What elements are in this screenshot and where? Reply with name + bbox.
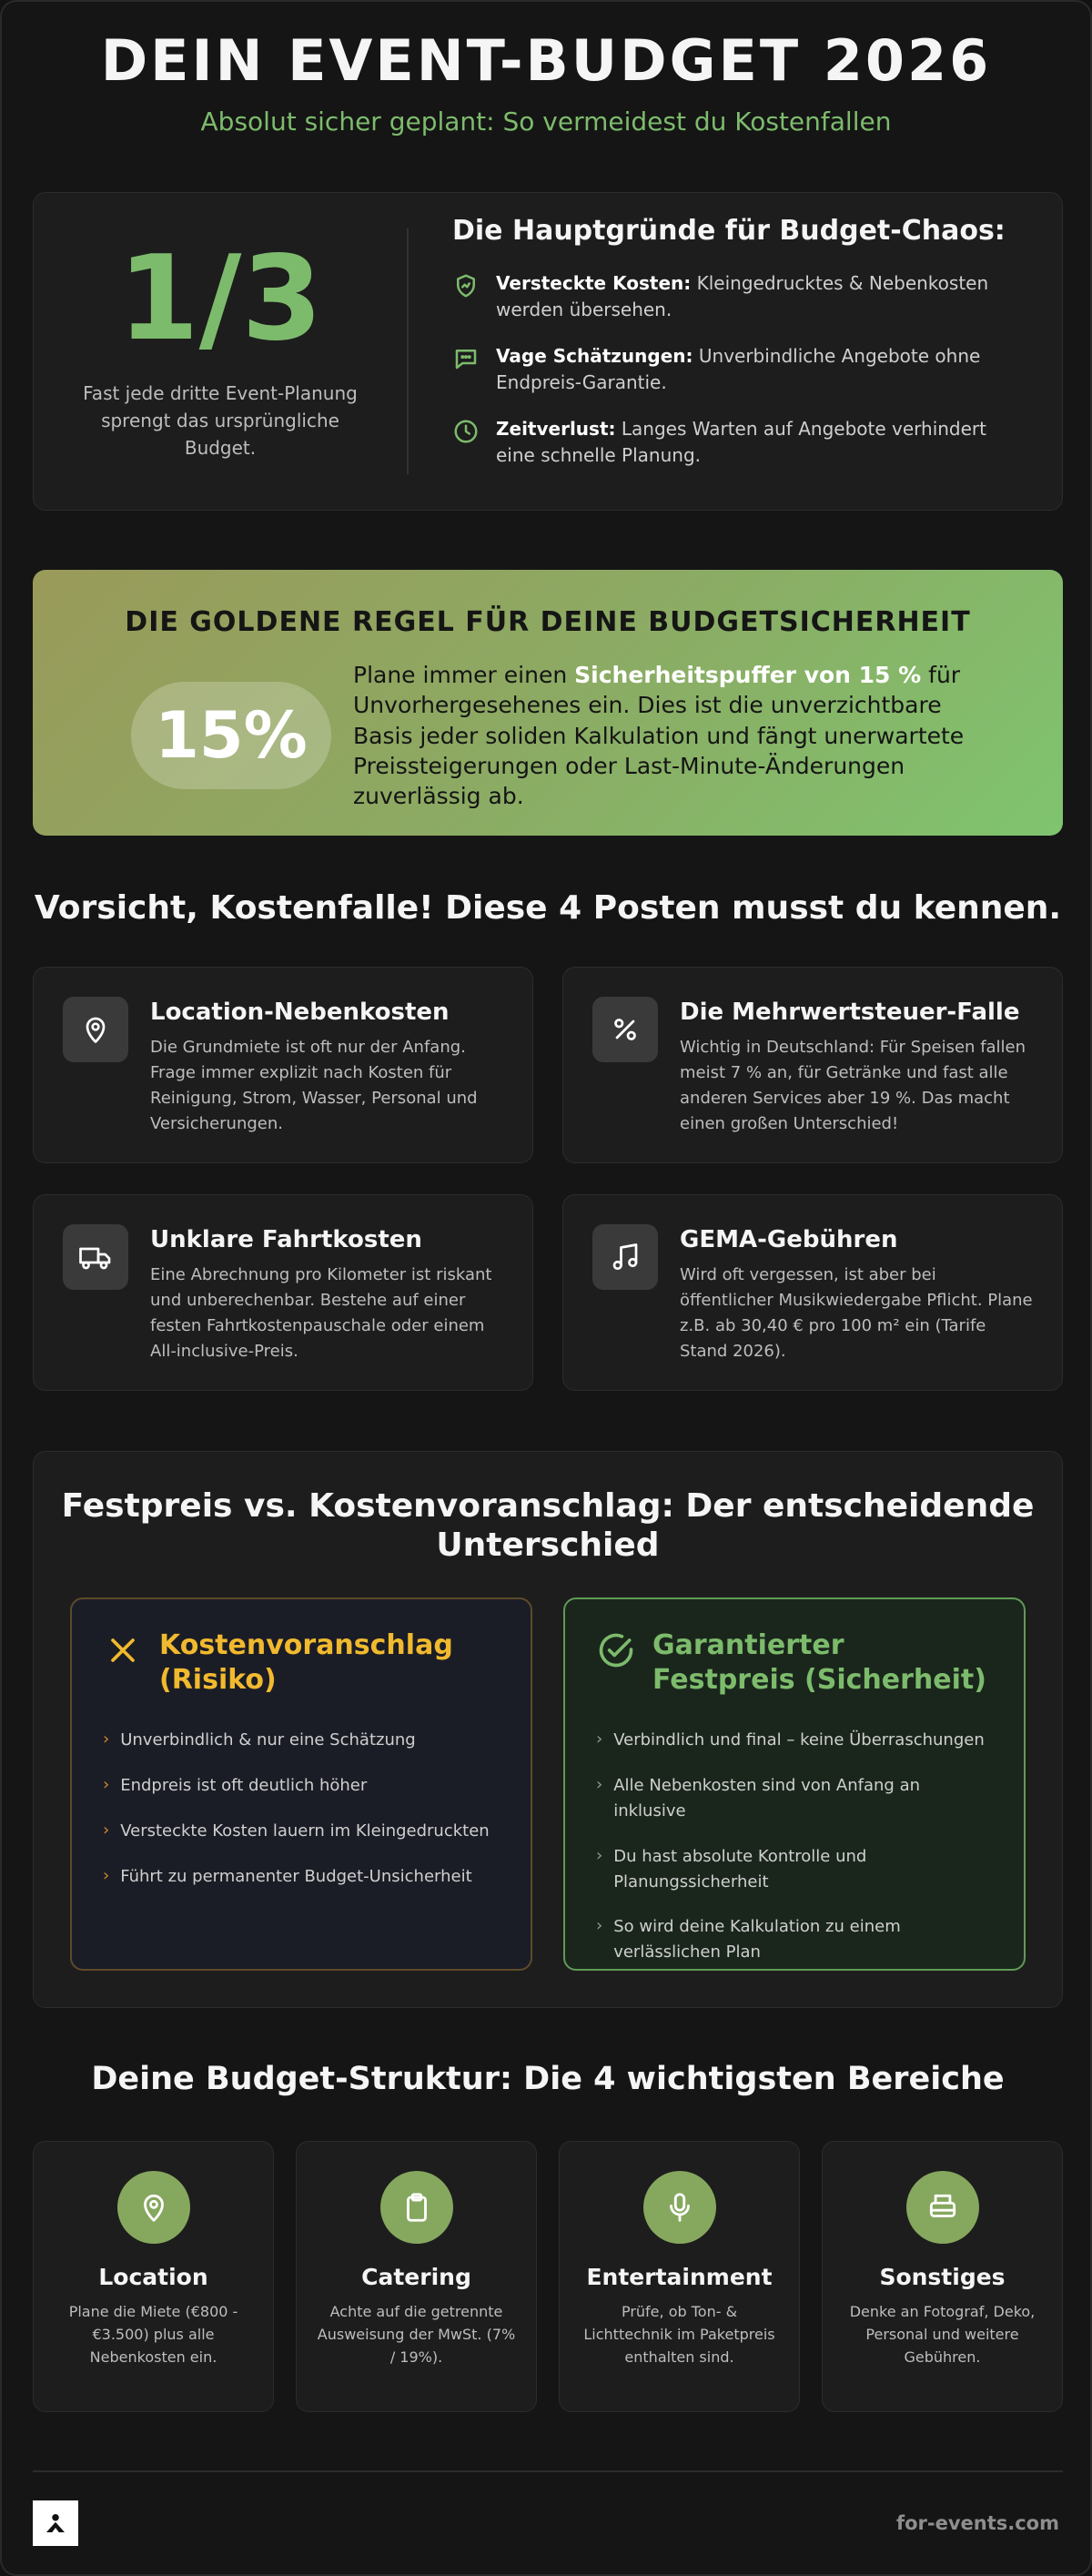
trap-icon-box <box>63 1224 128 1290</box>
trap-content <box>150 1224 505 1390</box>
structure-title: Entertainment <box>586 2264 773 2290</box>
trap-text: Die Grundmiete ist oft nur der Anfang. Frage immer explizit nach Kosten für Reinigung, Strom, Wasser, Personal und Versicherungen. <box>150 1038 478 1133</box>
header <box>2 2 1090 137</box>
structure-icon-circle <box>380 2171 453 2244</box>
structure-text: Achte auf die getrennte Ausweisung der MwSt. (7% / 19%). <box>317 2303 516 2366</box>
location-pin-icon <box>79 1013 112 1046</box>
list-item: › Verbindlich und final – keine Überraschungen <box>596 1729 985 1749</box>
chevron-right-icon: › <box>596 1729 603 1749</box>
percent-icon <box>609 1013 642 1046</box>
stat-block <box>34 231 407 461</box>
shield-icon <box>452 272 480 299</box>
structure-icon-circle <box>117 2171 190 2244</box>
structure-icon-circle <box>643 2171 716 2244</box>
chevron-right-icon: › <box>596 1774 603 1794</box>
traps-heading: Vorsicht, Kostenfalle! Diese 4 Posten musst du kennen. <box>34 889 1062 927</box>
reason-text: Zeitverlust: Langes Warten auf Angebote verhindert eine schnelle Planung. <box>496 417 986 466</box>
budget-stats-card <box>33 192 1063 511</box>
structure-text: Prüfe, ob Ton- & Lichttechnik im Paketpreis enthalten sind. <box>583 2303 775 2366</box>
structure-text: Plane die Miete (€800 - €3.500) plus alle Nebenkosten ein. <box>68 2303 238 2366</box>
trap-icon-box <box>592 997 658 1062</box>
structure-title: Location <box>98 2264 208 2290</box>
panel-header <box>596 1628 993 1697</box>
footer-divider <box>33 2470 1063 2472</box>
list-item: › Endpreis ist oft deutlich höher <box>103 1774 368 1795</box>
list-item: › Unverbindlich & nur eine Schätzung <box>103 1729 416 1749</box>
risk-panel <box>70 1597 532 1971</box>
panel-header <box>103 1628 500 1697</box>
trap-content <box>680 997 1035 1162</box>
risk-title: Kostenvoranschlag (Risiko) <box>159 1629 453 1696</box>
trap-title: Die Mehrwertsteuer-Falle <box>680 999 1020 1026</box>
truck-icon <box>77 1241 114 1273</box>
trap-icon-box <box>63 997 128 1062</box>
reason-text: Vage Schätzungen: Unverbindliche Angebote ohne Endpreis-Garantie. <box>496 344 981 393</box>
trap-card <box>33 967 533 1163</box>
golden-rule-body <box>33 660 1063 811</box>
golden-rule-banner <box>33 570 1063 836</box>
trap-icon-box <box>592 1224 658 1290</box>
reason-item <box>452 416 1026 469</box>
location-pin-icon <box>136 2190 171 2225</box>
list-item: › Du hast absolute Kontrolle und Planungssicherheit <box>596 1845 867 1891</box>
music-note-icon <box>609 1241 642 1273</box>
trap-content <box>680 1224 1035 1390</box>
structure-title: Sonstiges <box>879 2264 1006 2290</box>
trap-title: Unklare Fahrtkosten <box>150 1226 422 1253</box>
chevron-right-icon: › <box>596 1845 603 1865</box>
structure-heading: Deine Budget-Struktur: Die 4 wichtigsten Bereiche <box>91 2061 1005 2097</box>
chevron-right-icon: › <box>103 1865 110 1885</box>
trap-card <box>33 1194 533 1391</box>
structure-card <box>33 2141 274 2412</box>
close-icon <box>103 1630 143 1670</box>
chevron-right-icon: › <box>103 1729 110 1749</box>
printer-icon <box>925 2190 960 2225</box>
structure-card <box>296 2141 537 2412</box>
golden-rule-title: DIE GOLDENE REGEL FÜR DEINE BUDGETSICHERHEIT <box>125 606 971 638</box>
trap-text: Wichtig in Deutschland: Für Speisen fallen meist 7 % an, für Getränke und fast alle anderen Services aber 19 %. Das macht einen großen Unterschied! <box>680 1038 1026 1133</box>
structure-card <box>559 2141 800 2412</box>
structure-card <box>822 2141 1063 2412</box>
safe-panel <box>563 1597 1026 1971</box>
chevron-right-icon: › <box>596 1916 603 1936</box>
reason-text: Versteckte Kosten: Kleingedrucktes & Nebenkosten werden übersehen. <box>496 271 989 320</box>
list-item: › Alle Nebenkosten sind von Anfang an inklusive <box>596 1774 921 1820</box>
reason-item <box>452 343 1026 396</box>
chevron-right-icon: › <box>103 1820 110 1840</box>
trap-card <box>562 1194 1063 1391</box>
percent-badge: 15% <box>131 682 331 789</box>
chevron-right-icon: › <box>103 1774 110 1794</box>
reasons-title: Die Hauptgründe für Budget-Chaos: <box>452 214 1006 247</box>
brand-logo-shape <box>42 2510 69 2537</box>
comparison-title: Festpreis vs. Kostenvoranschlag: Der entscheidende Unterschied <box>61 1487 1035 1565</box>
list-item: › So wird deine Kalkulation zu einem verlässlichen Plan <box>596 1916 901 1962</box>
trap-card <box>562 967 1063 1163</box>
structure-text: Denke an Fotograf, Deko, Personal und weitere Gebühren. <box>849 2303 1036 2366</box>
list-item: › Führt zu permanenter Budget-Unsicherheit <box>103 1865 472 1886</box>
clock-icon <box>452 418 480 445</box>
list-item: › Versteckte Kosten lauern im Kleingedruckten <box>103 1820 490 1841</box>
clipboard-icon <box>399 2190 434 2225</box>
stat-caption: Fast jede dritte Event-Planung sprengt das ursprüngliche Budget. <box>83 382 358 459</box>
golden-rule-text: Plane immer einen Sicherheitspuffer von 15 % für Unvorhergesehenes ein. Dies ist die unverzichtbare Basis jeder soliden Kalkulation und fängt unerwartete Preissteigerungen oder Last-Minute-Änderungen zuverlässig ab. <box>353 662 965 809</box>
trap-title: Location-Nebenkosten <box>150 999 450 1026</box>
stat-number: 1/3 <box>117 231 323 367</box>
microphone-icon <box>662 2190 697 2225</box>
structure-title: Catering <box>361 2264 471 2290</box>
check-circle-icon <box>596 1630 636 1670</box>
page-subtitle: Absolut sicher geplant: So vermeidest du Kostenfallen <box>200 106 892 137</box>
reasons-block <box>409 215 1062 489</box>
reason-item <box>452 270 1026 323</box>
footer-domain-link[interactable]: for-events.com <box>895 2512 1059 2534</box>
trap-title: GEMA-Gebühren <box>680 1226 898 1253</box>
structure-icon-circle <box>906 2171 979 2244</box>
chat-icon <box>452 345 480 372</box>
comparison-card <box>33 1451 1063 2008</box>
safe-title: Garantierter Festpreis (Sicherheit) <box>652 1629 986 1696</box>
trap-content <box>150 997 505 1162</box>
brand-logo-icon[interactable] <box>33 2500 78 2546</box>
trap-text: Wird oft vergessen, ist aber bei öffentlicher Musikwiedergabe Pflicht. Plane z.B. ab 30,40 € pro 100 m² ein (Tarife Stand 2026). <box>680 1265 1033 1361</box>
trap-text: Eine Abrechnung pro Kilometer ist riskant und unberechenbar. Bestehe auf einer festen Fahrtkostenpauschale oder einem All-inclusive-Preis. <box>150 1265 492 1361</box>
page-title: DEIN EVENT-BUDGET 2026 <box>100 27 992 94</box>
